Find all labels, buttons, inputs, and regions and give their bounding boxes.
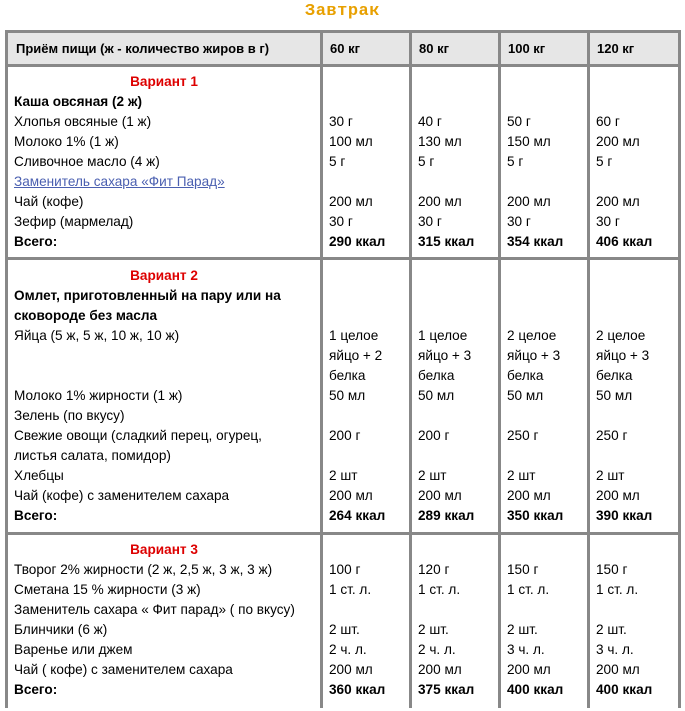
value-cell: 200 мл [418,488,462,503]
total-value: 406 ккал [596,234,653,249]
value-cell: белка [596,368,633,383]
breakfast-table [5,30,681,708]
total-value: 375 ккал [418,682,475,697]
value-cell: 60 г [596,114,620,129]
value-cell: 30 г [329,214,353,229]
value-cell: 250 г [507,428,539,443]
value-cell: 200 мл [507,488,551,503]
value-cell: белка [329,368,366,383]
value-cell: 2 шт. [418,622,449,637]
variant-2-title: Вариант 2 [130,268,198,283]
value-cell: 30 г [596,214,620,229]
value-cell: 2 шт [418,468,447,483]
list-item: Свежие овощи (сладкий перец, огурец, [14,428,262,443]
list-item: Хлебцы [14,468,64,483]
list-item: Чай ( кофе) с заменителем сахара [14,662,233,677]
total-value: 315 ккал [418,234,475,249]
value-cell: 200 мл [329,194,373,209]
value-cell: 30 г [507,214,531,229]
sweetener-link[interactable]: Заменитель сахара «Фит Парад» [14,174,225,189]
variant-1-col-120 [590,67,678,257]
variant-3-col-120 [590,535,678,711]
value-cell: белка [418,368,455,383]
total-label: Всего: [14,508,58,523]
value-cell: 100 г [329,562,361,577]
value-cell: 200 мл [507,194,551,209]
value-cell: 200 г [329,428,361,443]
value-cell: 2 ч. л. [418,642,456,657]
value-cell: 5 г [418,154,435,169]
value-cell: 50 мл [329,388,366,403]
value-cell: яйцо + 3 [596,348,650,363]
total-value: 354 ккал [507,234,564,249]
header-weight-80: 80 кг [412,33,498,64]
list-item: Заменитель сахара « Фит парад» ( по вкусу) [14,602,295,617]
list-item: Творог 2% жирности (2 ж, 2,5 ж, 3 ж, 3 ж) [14,562,273,577]
header-weight-60: 60 кг [323,33,409,64]
value-cell: белка [507,368,544,383]
value-cell: 3 ч. л. [596,642,634,657]
header-weight-100: 100 кг [501,33,587,64]
variant-3-col-100 [501,535,587,711]
total-value: 390 ккал [596,508,653,523]
value-cell: 250 г [596,428,628,443]
value-cell: 5 г [507,154,524,169]
total-value: 400 ккал [507,682,564,697]
list-item: Зефир (мармелад) [14,214,134,229]
value-cell: 1 ст. л. [418,582,461,597]
value-cell: 2 шт [329,468,358,483]
list-item: Варенье или джем [14,642,133,657]
variant-1-dish: Каша овсяная (2 ж) [14,94,143,109]
value-cell: 1 целое [418,328,468,343]
variant-2-col-120 [590,260,678,532]
value-cell: 200 мл [596,194,640,209]
variant-2-col-100 [501,260,587,532]
value-cell: 2 целое [596,328,646,343]
value-cell: 5 г [329,154,346,169]
variant-2-description [8,260,320,532]
variant-1-col-80 [412,67,498,257]
value-cell: 200 г [418,428,450,443]
value-cell: 150 г [596,562,628,577]
value-cell: 2 шт. [596,622,627,637]
value-cell: 2 шт. [329,622,360,637]
value-cell: 50 г [507,114,531,129]
value-cell: 2 ч. л. [329,642,367,657]
value-cell: 200 мл [418,662,462,677]
variant-2-dish: Омлет, приготовленный на пару или на [14,288,281,303]
total-label: Всего: [14,682,58,697]
value-cell: 200 мл [418,194,462,209]
value-cell: яйцо + 2 [329,348,383,363]
list-item: Хлопья овсяные (1 ж) [14,114,152,129]
total-value: 264 ккал [329,508,386,523]
value-cell: 1 ст. л. [329,582,372,597]
list-item: Зелень (по вкусу) [14,408,125,423]
variant-2-dish: сковороде без масла [14,308,158,323]
value-cell: 2 целое [507,328,557,343]
variant-3-col-80 [412,535,498,711]
value-cell: 30 г [329,114,353,129]
value-cell: 200 мл [596,134,640,149]
value-cell: 1 целое [329,328,379,343]
list-item: Чай (кофе) с заменителем сахара [14,488,230,503]
variant-3-description [8,535,320,711]
value-cell: яйцо + 3 [507,348,561,363]
value-cell: 50 мл [596,388,633,403]
value-cell: 200 мл [507,662,551,677]
value-cell: 200 мл [596,488,640,503]
value-cell: 200 мл [596,662,640,677]
variant-1-col-60 [323,67,409,257]
list-item: Сметана 15 % жирности (3 ж) [14,582,201,597]
total-label: Всего: [14,234,58,249]
value-cell: 120 г [418,562,450,577]
value-cell: 1 ст. л. [507,582,550,597]
value-cell: 200 мл [329,662,373,677]
variant-1-col-100 [501,67,587,257]
list-item: Молоко 1% (1 ж) [14,134,119,149]
value-cell: 3 ч. л. [507,642,545,657]
value-cell: 50 мл [507,388,544,403]
variant-2-col-60 [323,260,409,532]
value-cell: 150 г [507,562,539,577]
value-cell: 1 ст. л. [596,582,639,597]
variant-1-description [8,67,320,257]
value-cell: 200 мл [329,488,373,503]
list-item: Яйца (5 ж, 5 ж, 10 ж, 10 ж) [14,328,180,343]
value-cell: 150 мл [507,134,551,149]
value-cell: 100 мл [329,134,373,149]
list-item: Сливочное масло (4 ж) [14,154,160,169]
value-cell: 2 шт. [507,622,538,637]
total-value: 350 ккал [507,508,564,523]
list-item: Молоко 1% жирности (1 ж) [14,388,183,403]
value-cell: 2 шт [596,468,625,483]
list-item: Чай (кофе) [14,194,84,209]
value-cell: 50 мл [418,388,455,403]
total-value: 360 ккал [329,682,386,697]
total-value: 400 ккал [596,682,653,697]
variant-1-title: Вариант 1 [130,74,198,89]
variant-2-col-80 [412,260,498,532]
header-meal: Приём пищи (ж - количество жиров в г) [8,33,320,64]
list-item: листья салата, помидор) [14,448,171,463]
value-cell: 2 шт [507,468,536,483]
value-cell: 40 г [418,114,442,129]
variant-3-title: Вариант 3 [130,542,198,557]
value-cell: 130 мл [418,134,462,149]
value-cell: 5 г [596,154,613,169]
total-value: 289 ккал [418,508,475,523]
value-cell: 30 г [418,214,442,229]
list-item: Блинчики (6 ж) [14,622,108,637]
variant-3-col-60 [323,535,409,711]
page-title: Завтрак [305,2,380,21]
value-cell: яйцо + 3 [418,348,472,363]
header-weight-120: 120 кг [590,33,678,64]
total-value: 290 ккал [329,234,386,249]
